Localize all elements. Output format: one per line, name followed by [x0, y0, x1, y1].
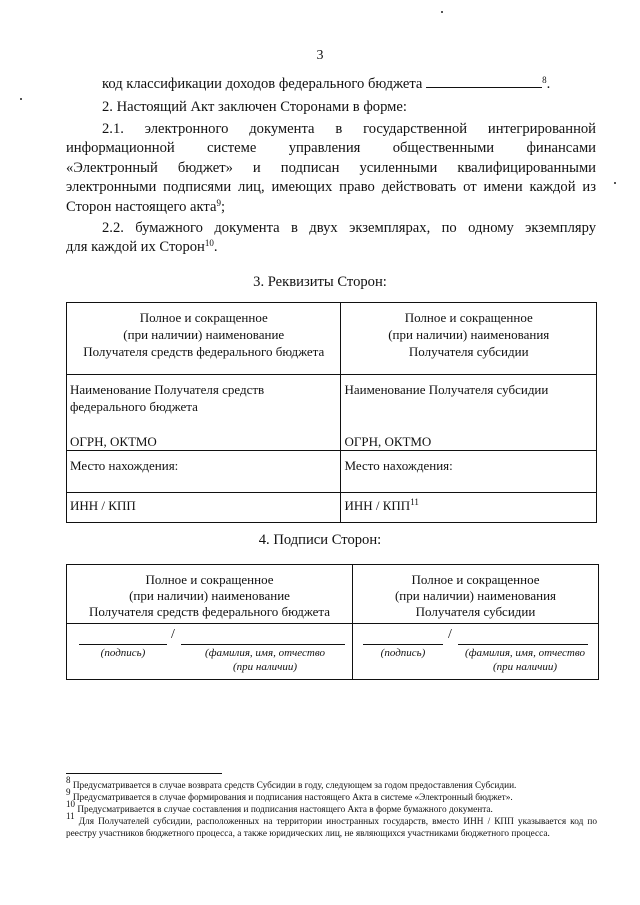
name-caption-line: (фамилия, имя, отчество	[465, 647, 585, 659]
footnote-text: Предусматривается в случае возврата средств Субсидии в году, следующем за годом предоставления Субсидии.	[72, 781, 517, 791]
name-line-left	[181, 643, 345, 645]
name-caption-line: (фамилия, имя, отчество	[205, 647, 325, 659]
section-4-title: 4. Подписи Сторон:	[258, 532, 382, 548]
footnote-number: 11	[66, 811, 75, 821]
signature-line-right	[363, 643, 443, 645]
signature-line-left	[79, 643, 167, 645]
header-line: (при наличии) наименование	[129, 588, 290, 603]
inn-cell-right	[341, 493, 597, 523]
header-line: Получателя субсидии	[415, 604, 536, 619]
inn-label: ИНН / КПП	[70, 498, 136, 513]
name-label: Наименование Получателя средств	[70, 382, 265, 397]
budget-code-label: код классификации доходов федерального бюджета	[102, 76, 423, 92]
requisites-left-header	[67, 303, 341, 375]
name-line-right	[458, 643, 588, 645]
location-label: Место нахождения:	[70, 458, 179, 473]
location-cell-left	[67, 451, 341, 493]
inn-label: ИНН / КПП	[344, 498, 411, 513]
recipient-budget-name-cell	[67, 375, 341, 451]
footnote-ref-9: 9	[216, 197, 221, 208]
name-caption-line: (при наличии)	[232, 661, 298, 673]
name-caption	[457, 646, 593, 674]
signature-caption: (подпись)	[100, 647, 146, 659]
footnote-11	[66, 811, 598, 840]
clause-2-1-line: электронными подписями лиц, имеющих право действовать от имени каждой из	[66, 179, 596, 196]
clause-2-2-line: 2.2. бумажного документа в двух экземплярах, по одному экземпляру	[102, 220, 596, 236]
scan-speck	[441, 11, 443, 13]
footnote-text: Предусматривается в случае формирования и подписания настоящего Акта в системе «Электронный бюджет».	[72, 793, 513, 803]
clause-2-2	[66, 219, 596, 258]
clause-2-1-line: «Электронный бюджет» и подписан усиленными квалифицированными	[66, 159, 596, 176]
ogrn-label: ОГРН, ОКТМО	[70, 434, 157, 449]
clause-2-1-line: информационной системе управления общественными финансами	[66, 140, 596, 157]
slash: /	[448, 627, 452, 642]
scan-speck	[614, 182, 616, 184]
period: .	[546, 76, 551, 92]
footnote-8	[66, 775, 597, 792]
clause-2-1	[66, 120, 596, 217]
footnote-10	[66, 799, 597, 816]
header-line: (при наличии) наименование	[123, 327, 285, 342]
header-line: Получателя субсидии	[408, 344, 529, 359]
clause-2-1-last-text: Сторон настоящего акта	[66, 198, 217, 215]
header-line: Полное и сокращенное	[145, 572, 274, 587]
header-line: Получателя средств федерального бюджета	[88, 604, 331, 619]
signature-caption: (подпись)	[380, 647, 426, 659]
ogrn-label: ОГРН, ОКТМО	[344, 434, 432, 449]
footnote-ref-8: 8	[542, 75, 547, 85]
header-line: (при наличии) наименования	[394, 588, 557, 603]
footnote-ref-10: 10	[204, 238, 214, 249]
footnote-9	[66, 787, 597, 804]
location-cell-right	[341, 451, 597, 493]
header-line: Полное и сокращенное	[139, 310, 268, 325]
footnote-number: 9	[66, 787, 71, 797]
footnote-separator	[66, 773, 222, 774]
signatures-table	[66, 564, 599, 680]
header-line: Полное и сокращенное	[404, 310, 533, 325]
footnote-text: Предусматривается в случае составления и подписания настоящего Акта в форме бумажного документа.	[77, 805, 493, 815]
semicolon: ;	[220, 198, 226, 215]
budget-code-line	[66, 75, 596, 94]
name-label: Наименование Получателя субсидии	[344, 382, 549, 397]
name-label: федерального бюджета	[70, 399, 198, 414]
header-line: Получателя средств федерального бюджета	[83, 344, 325, 359]
clause-2-1-line: 2.1. электронного документа в государственной интегрированной	[102, 121, 596, 137]
footnote-number: 8	[66, 775, 71, 785]
name-caption	[185, 646, 345, 674]
period: .	[213, 239, 218, 256]
footnote-number: 10	[66, 799, 75, 809]
footnote-text: Для Получателей субсидии, расположенных на территории иностранных государств, вместо ИНН / КПП указывается код по реестру участников бюджетного процесса, а также юридических лиц, не являющихся участниками бюджетного процесса.	[66, 817, 598, 839]
budget-code-blank	[426, 75, 542, 88]
header-line: (при наличии) наименования	[388, 327, 550, 342]
scan-speck	[20, 98, 22, 100]
slash: /	[171, 627, 175, 642]
subsidy-recipient-name-cell	[341, 375, 597, 451]
requisites-table	[66, 302, 597, 523]
inn-cell-left	[67, 493, 341, 523]
section-3-title: 3. Реквизиты Сторон:	[253, 274, 387, 290]
requisites-right-header	[341, 303, 597, 375]
clause-2-1-last-line	[66, 198, 596, 217]
row-divider	[67, 623, 598, 624]
header-line: Полное и сокращенное	[411, 572, 540, 587]
signature-right-header	[353, 572, 598, 620]
name-caption-line: (при наличии)	[492, 661, 558, 673]
clause-2: 2. Настоящий Акт заключен Сторонами в форме:	[102, 99, 407, 115]
signature-left-header	[67, 572, 352, 620]
clause-2-2-last-text: для каждой их Сторон	[66, 239, 205, 256]
footnote-ref-11: 11	[410, 497, 419, 507]
clause-2-2-last-line	[66, 238, 596, 257]
page-number: 3	[316, 48, 324, 63]
location-label: Место нахождения:	[344, 458, 453, 473]
